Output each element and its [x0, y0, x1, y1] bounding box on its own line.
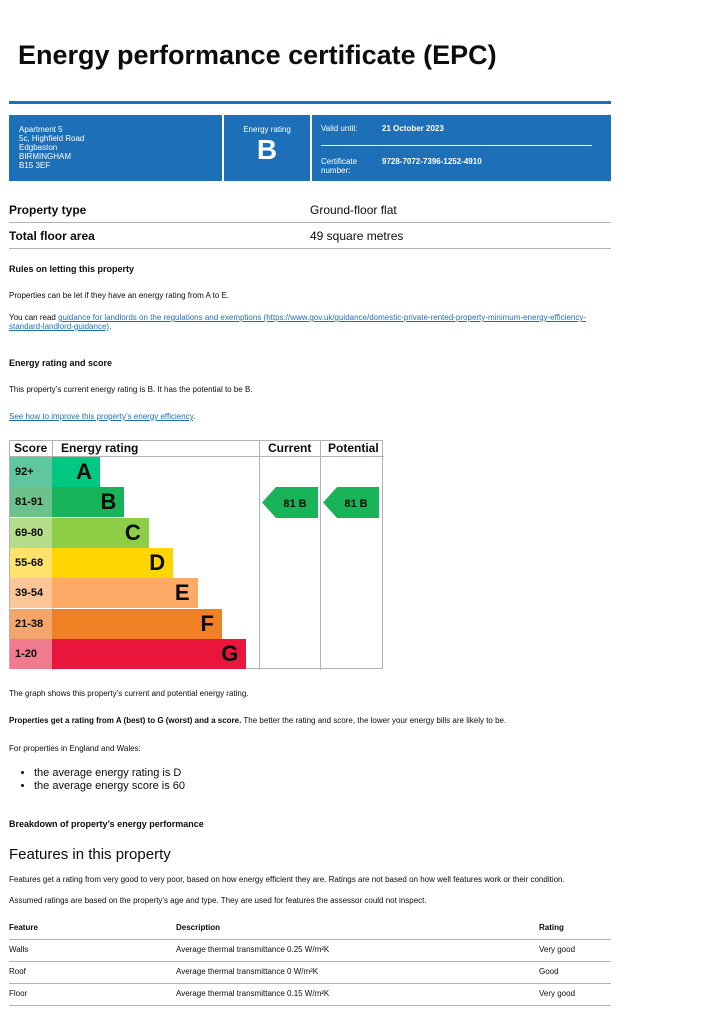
guidance-suffix: . — [109, 322, 112, 331]
address-line: Apartment 5 — [19, 125, 63, 134]
features-heading: Features in this property — [9, 846, 171, 863]
property-type-value: Ground-floor flat — [310, 203, 397, 217]
certificate-number: 9728-7072-7396-1252-4910 — [382, 157, 482, 166]
breakdown-heading: Breakdown of property’s energy performance — [9, 819, 204, 829]
features-text: Features get a rating from very good to very poor, based on how energy efficient they are. Ratings are not based on how well features work or their condition. — [9, 875, 565, 884]
property-type-key: Property type — [9, 203, 87, 217]
rating-letter: E — [174, 580, 190, 606]
improve-suffix: . — [193, 412, 196, 421]
score-band-e: 39-54 — [10, 578, 52, 608]
score-band-a: 92+ — [10, 457, 52, 487]
description-cell: Average thermal transmittance 0 W/m²K — [176, 967, 319, 976]
rules-text: Properties can be let if they have an energy rating from A to E. — [9, 291, 230, 300]
valid-until-label: Valid until: — [321, 124, 358, 133]
feature-cell: Roof — [9, 967, 26, 976]
list-item: • the average energy rating is D — [34, 767, 185, 780]
assumed-text: Assumed ratings are based on the property's age and type. They are used for features the assessor could not inspect. — [9, 896, 427, 905]
list-item: • the average energy score is 60 — [34, 780, 185, 793]
floor-area-row — [9, 223, 611, 249]
address-line: 5c, Highfield Road — [19, 134, 85, 143]
rating-column-header: Rating — [539, 923, 564, 932]
rating-bar-d — [52, 548, 173, 578]
address-line: B15 3EF — [19, 161, 51, 170]
rating-explainer-rest: The better the rating and score, the lower your energy bills are likely to be. — [241, 716, 507, 725]
address-panel — [9, 115, 222, 181]
potential-rating-arrow — [323, 487, 379, 518]
energy-rating-letter: B — [256, 134, 278, 165]
score-text: This property’s current energy rating is B. It has the potential to be B. — [9, 385, 253, 394]
rating-letter: G — [221, 640, 239, 666]
rating-letter: F — [200, 610, 214, 636]
description-cell: Average thermal transmittance 0.15 W/m²K — [176, 989, 330, 998]
score-band-d: 55-68 — [10, 548, 52, 578]
feature-cell: Walls — [9, 945, 29, 954]
rating-cell: Good — [539, 967, 559, 976]
title-rule — [9, 101, 611, 104]
current-rating-arrow-label: 81 B — [283, 498, 307, 511]
rating-bar-g — [52, 639, 246, 669]
score-band-b: 81-91 — [10, 487, 52, 517]
rating-letter: A — [76, 459, 92, 484]
rating-bar-f — [52, 609, 222, 639]
certificate-label-2: number: — [321, 166, 351, 175]
improve-paragraph — [9, 412, 609, 421]
features-table-header — [9, 917, 611, 940]
page-title: Energy performance certificate (EPC) — [18, 40, 497, 70]
score-band-g: 1-20 — [10, 639, 52, 669]
feature-column-header: Feature — [9, 923, 38, 932]
score-band-f: 21-38 — [10, 609, 52, 639]
certificate-label: Certificate — [321, 157, 358, 166]
potential-rating-arrow-label: 81 B — [344, 498, 368, 511]
guidance-prefix: You can read — [9, 313, 59, 322]
rating-letter: D — [149, 549, 166, 575]
rating-letter: C — [124, 519, 141, 545]
score-column-header: Score — [14, 441, 48, 455]
guidance-link[interactable]: guidance for landlords on the regulations and exemptions (https://www.gov.uk/guidance/domestic-private-rented-property-minimum-energy-efficiency-standard-landlord-guidance) — [9, 313, 587, 331]
potential-column-header: Potential — [328, 441, 379, 455]
graph-caption: The graph shows this property’s current and potential energy rating. — [9, 689, 249, 698]
table-row — [9, 961, 611, 984]
floor-area-key: Total floor area — [9, 229, 95, 243]
energy-rating-panel — [224, 115, 310, 181]
rules-heading: Rules on letting this property — [9, 264, 135, 274]
rating-letter: B — [100, 489, 117, 515]
rating-explainer — [9, 716, 609, 725]
description-cell: Average thermal transmittance 0.25 W/m²K — [176, 945, 330, 954]
rating-bar-e — [52, 578, 198, 608]
average-list — [20, 767, 185, 793]
valid-until-value: 21 October 2023 — [382, 124, 444, 133]
current-rating-arrow — [262, 487, 318, 518]
chart-divider — [259, 441, 260, 670]
feature-cell: Floor — [9, 989, 28, 998]
energy-rating-chart — [9, 440, 383, 669]
rating-explainer-bold: Properties get a rating from A (best) to G (worst) and a score. — [9, 716, 242, 725]
rating-bar-a — [52, 457, 100, 487]
table-row — [9, 983, 611, 1006]
address-line: Edgbaston — [19, 143, 58, 152]
improve-link[interactable]: See how to improve this property’s energy efficiency — [9, 412, 194, 421]
floor-area-value: 49 square metres — [310, 229, 404, 243]
score-heading: Energy rating and score — [9, 358, 113, 368]
rating-bar-b — [52, 487, 124, 517]
property-type-row — [9, 197, 611, 223]
rules-guidance-text — [9, 313, 609, 331]
validity-divider — [321, 145, 592, 146]
england-wales-text: For properties in England and Wales: — [9, 744, 141, 753]
description-column-header: Description — [176, 923, 221, 932]
address-line: BIRMINGHAM — [19, 152, 71, 161]
score-band-c: 69-80 — [10, 518, 52, 548]
current-column-header: Current — [268, 441, 312, 455]
rating-cell: Very good — [539, 989, 576, 998]
rating-column-header: Energy rating — [61, 441, 139, 455]
rating-bar-c — [52, 518, 149, 548]
chart-divider — [320, 441, 321, 670]
rating-cell: Very good — [539, 945, 576, 954]
validity-panel — [312, 115, 611, 181]
table-row — [9, 939, 611, 962]
energy-rating-label: Energy rating — [243, 125, 291, 134]
